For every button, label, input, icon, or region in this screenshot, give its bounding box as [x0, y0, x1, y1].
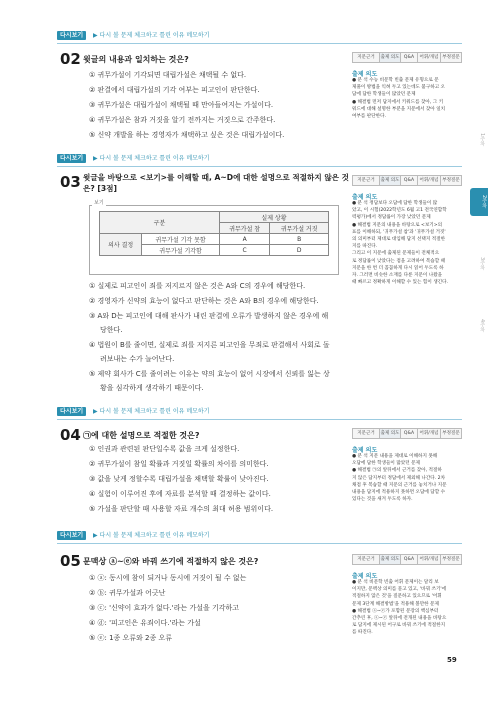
review-text: ▶ 다시 볼 문제 체크하고 틀린 이유 메모하기 — [93, 155, 210, 162]
side-line: 의 의미부터 제대로 대입해 답지 선택지 적절한 — [352, 237, 446, 243]
review-header — [57, 30, 462, 42]
choice-item[interactable]: ⑤ 제약 회사가 C를 줄이려는 이유는 약의 효능이 없어 시장에서 신뢰를 잃는 상 — [89, 370, 330, 378]
choice-item-cont: 려보내는 수가 늘어난다. — [100, 355, 175, 363]
side-line: ● 분 석 지문 내용을 제대로 이해하지 못해 — [352, 454, 438, 459]
table-row-group: 의사 결정 — [100, 234, 142, 256]
review-text: ▶ 다시 볼 문제 체크하고 틀린 이유 메모하기 — [93, 532, 210, 539]
choice-item[interactable]: ② ⓑ: 귀무가설과 어긋난 — [89, 589, 166, 597]
choice-item[interactable]: ⑤ 신약 개발을 하는 경영자가 채택하고 싶은 것은 대립가설이다. — [89, 131, 285, 139]
choice-item[interactable]: ③ 값을 낮게 정할수록 대립가설을 채택할 확률이 낮아진다. — [89, 475, 269, 483]
tab-qa[interactable]: Q&A — [400, 52, 418, 63]
side-line: 답에 답한 학생들이 많았던 문제 — [352, 92, 416, 98]
table-corner: 구분 — [100, 212, 220, 234]
divider — [57, 543, 462, 544]
choice-item[interactable]: ③ ⓒ: '신약이 효과가 없다.'라는 가설을 기각하고 — [89, 604, 240, 612]
side-line: 로 답지에 제시된 어구로 바꿔 쓰기에 적절한지 — [352, 623, 446, 629]
tab-intent[interactable]: 출제 의도 — [379, 554, 401, 565]
choice-item[interactable]: ① ⓐ: 동시에 참이 되거나 동시에 거짓이 될 수 없는 — [89, 574, 247, 582]
tab-vocab[interactable]: 어휘/개념 — [417, 175, 441, 186]
divider — [57, 166, 462, 167]
tab-evidence[interactable]: 지문근거 — [352, 52, 380, 63]
side-line: 채점 후 복습할 때 지문의 근거를 놓치거나 지문 — [352, 482, 447, 488]
side-line: ● 해결법 ⓐ~ⓔ가 포함된 문장의 핵심부터 — [352, 608, 439, 614]
tab-week-4[interactable]: 4주차 — [479, 319, 485, 333]
tab-evidence[interactable]: 지문근거 — [352, 428, 380, 439]
example-box-label: 보기 — [94, 200, 104, 206]
choice-item[interactable]: ④ 귀무가설은 참과 거짓을 알기 전까지는 거짓으로 간주한다. — [89, 116, 276, 124]
table-header-reality: 실제 상황 — [219, 212, 328, 223]
side-line: 이지만, 문맥상 의미를 묻고 있고, '바꿔 쓰기'에 — [352, 587, 447, 593]
choice-item[interactable]: ② 경영자가 신약의 효능이 없다고 판단하는 것은 A와 B의 경우에 해당한다. — [89, 297, 319, 305]
choice-item[interactable]: ⑤ ⓔ: 1종 오류와 2종 오류 — [89, 634, 173, 642]
side-line: 간추린 후, ⓐ~ⓔ 앞뒤에 전개된 내용을 바탕으 — [352, 616, 447, 622]
question-number: 03 — [60, 173, 81, 191]
review-tag: 다시보기 — [57, 154, 86, 163]
side-body — [352, 453, 460, 503]
side-line: 로 정답률이 낮았다는 점을 고려하여 복습할 때 — [352, 258, 446, 264]
choice-item[interactable]: ③ 귀무가설은 대립가설이 채택될 때 만아들여지는 가설이다. — [89, 101, 274, 109]
divider — [57, 43, 462, 44]
decision-table — [99, 211, 329, 256]
side-panel — [352, 428, 460, 528]
tab-intent[interactable]: 출제 의도 — [379, 428, 401, 439]
tab-negative[interactable]: 부정질문 — [440, 52, 462, 63]
review-tag: 다시보기 — [57, 531, 86, 540]
side-title: 출제 의도 — [352, 447, 378, 454]
side-body — [352, 77, 460, 120]
side-title: 출제 의도 — [352, 194, 378, 201]
review-text: ▶ 다시 볼 문제 체크하고 틀린 이유 메모하기 — [93, 408, 210, 415]
table-cell-d: D — [270, 245, 329, 256]
question-text: 문맥상 ⓐ~ⓔ와 바꿔 쓰기에 적절하지 않은 것은? — [83, 557, 259, 566]
side-line: 그리고 이 지문에 출제된 문제들이 전체적으 — [352, 251, 440, 257]
side-line: ● 해결법 먼저 답지에서 키워드를 찾아, 그 키 — [352, 99, 444, 105]
table-row-label: 귀무가설 기각 못함 — [142, 234, 220, 245]
side-title: 출제 의도 — [352, 573, 378, 580]
choice-item[interactable]: ④ ⓓ: '피고인은 유죄이다.'라는 가설 — [89, 619, 201, 627]
side-line: 오답에 답한 학생들이 많았던 문제 — [352, 461, 420, 467]
choice-item[interactable]: ④ 실험이 이루어진 후에 자료를 분석할 때 결정하는 값이다. — [89, 490, 271, 498]
side-line: 자. 그러면 비슷한 소재를 다룬 지문이 나왔을 — [352, 273, 443, 279]
question-text-cont: 은? [3점] — [83, 184, 117, 193]
tab-week-1[interactable]: 1주차 — [479, 133, 485, 147]
tab-intent[interactable]: 출제 의도 — [379, 52, 401, 63]
review-tag: 다시보기 — [57, 407, 86, 416]
choice-item[interactable]: ② 귀무가설이 참일 확률과 거짓일 확률의 차이를 의미한다. — [89, 460, 269, 468]
question-number: 05 — [60, 552, 81, 570]
choice-item-cont: 황을 심각하게 생각하기 때문이다. — [100, 384, 204, 392]
side-line: 내용을 답지에 적용하지 못하면 오답에 답할 수 — [352, 490, 446, 496]
tab-negative[interactable]: 부정질문 — [440, 554, 462, 565]
tab-evidence[interactable]: 지문근거 — [352, 554, 380, 565]
table-header-true: 귀무가설 참 — [219, 223, 269, 234]
side-line: ● 분 석 비문학 빈출 어휘 문제이는 달리 보 — [352, 580, 439, 585]
question-number: 04 — [60, 426, 81, 444]
side-panel — [352, 554, 460, 654]
tab-qa[interactable]: Q&A — [400, 554, 418, 565]
side-line: ● 해결법 ㉠의 앞뒤에서 근거를 찾아, 적절하 — [352, 468, 442, 474]
choice-item[interactable]: ④ 법원이 B를 줄이면, 실제로 죄를 저지른 피고인을 무죄로 판결해서 사회로 돌 — [89, 341, 330, 349]
tab-intent[interactable]: 출제 의도 — [379, 175, 401, 186]
side-tabs — [352, 554, 460, 564]
side-line: 았고, 이 시험(2022학년도 6월 고1 전국연합학 — [352, 208, 447, 214]
review-header — [57, 406, 462, 418]
side-line: 력평가)에서 정답률이 가장 낮았던 문제 — [352, 215, 431, 221]
side-line: 를 따진다. — [352, 630, 373, 636]
question-text: 윗글의 내용과 일치하는 것은? — [83, 55, 189, 64]
side-tabs — [352, 52, 460, 62]
side-line: 여부를 판단한다. — [352, 114, 386, 120]
review-tag: 다시보기 — [57, 31, 86, 40]
table-header-false: 귀무가설 거짓 — [270, 223, 329, 234]
choice-item[interactable]: ① 귀무가설이 기각되면 대립가설은 채택될 수 없다. — [89, 71, 247, 79]
side-line: 제풀이 방법을 익혀 두고 있는데도 불구하고 오 — [352, 85, 446, 91]
table-row-label: 귀무가설 기각함 — [142, 245, 220, 256]
choice-item[interactable]: ⑤ 가설을 판단할 때 사용할 자료 개수의 최대 허용 범위이다. — [89, 505, 274, 513]
side-line: 있다는 것을 새겨 두도록 하자. — [352, 497, 413, 503]
divider — [57, 419, 462, 420]
side-body — [352, 200, 460, 286]
side-panel — [352, 52, 460, 142]
side-line: 표를 이해하되, '귀무가설 참'과 '귀무가설 거짓' — [352, 229, 446, 235]
side-line: 적절하지 않은 것'을 질문하고 있으므로 '어휘 — [352, 594, 442, 600]
side-panel — [352, 175, 460, 345]
side-body — [352, 579, 460, 637]
tab-vocab[interactable]: 어휘/개념 — [417, 554, 441, 565]
choice-item[interactable]: ① 인권과 관련된 판단일수록 값을 크게 설정한다. — [89, 445, 240, 453]
review-text: ▶ 다시 볼 문제 체크하고 틀린 이유 메모하기 — [93, 32, 210, 39]
tab-week-3[interactable]: 3주차 — [479, 257, 485, 271]
tab-vocab[interactable]: 어휘/개념 — [417, 428, 441, 439]
side-line: ● 분 석 수능 비문학 빈출 문제 유형으로 문 — [352, 78, 439, 83]
choice-item[interactable]: ③ A와 D는 피고인에 대해 판사가 내린 판결에 오류가 발생하지 않은 경우에 해 — [89, 312, 329, 320]
tab-negative[interactable]: 부정질문 — [440, 428, 462, 439]
side-tabs — [352, 428, 460, 438]
side-line: 지를 따진다. — [352, 244, 378, 250]
table-cell-c: C — [219, 245, 269, 256]
table-cell-b: B — [270, 234, 329, 245]
choice-item-cont: 당한다. — [100, 326, 123, 334]
page-number: 59 — [447, 656, 457, 664]
question-text: 윗글을 바탕으로 <보기>를 이해할 때, A~D에 대한 설명으로 적절하지 않은 것 — [83, 173, 349, 182]
side-line: 워드에 대해 설명한 부분을 지문에서 찾아 일치 — [352, 106, 446, 112]
tab-evidence[interactable]: 지문근거 — [352, 175, 380, 186]
side-line: 때 빠르고 정확하게 이해할 수 있는 힘이 생긴다. — [352, 280, 448, 286]
question-number: 02 — [60, 50, 81, 68]
choice-item[interactable]: ② 판결에서 대립가설의 기각 여부는 피고인이 판단한다. — [89, 86, 260, 94]
choice-item[interactable]: ① 실제로 피고인이 죄를 저지르지 않은 것은 A와 C의 경우에 해당한다. — [89, 282, 306, 290]
tab-vocab[interactable]: 어휘/개념 — [417, 52, 441, 63]
side-line: ● 해결법 지문의 내용을 바탕으로 <보기>의 — [352, 222, 443, 228]
review-header — [57, 530, 462, 542]
table-cell-a: A — [219, 234, 269, 245]
tab-qa[interactable]: Q&A — [400, 175, 418, 186]
tab-week-2[interactable]: 2주차 — [470, 188, 488, 216]
side-title: 출제 의도 — [352, 71, 378, 78]
tab-negative[interactable]: 부정질문 — [440, 175, 462, 186]
side-line: ● 분 석 정답보다 오답에 답한 학생들이 많 — [352, 201, 438, 206]
question-text: ㉠에 대한 설명으로 적절한 것은? — [83, 431, 200, 440]
side-tabs — [352, 175, 460, 185]
side-line: 문제 3단계 해결방법'을 적용해 볼만한 문제 — [352, 601, 439, 607]
review-header — [57, 153, 462, 165]
side-line: 지 않은 답지부터 정답에서 제외해 나간다. 2차 — [352, 475, 446, 481]
tab-qa[interactable]: Q&A — [400, 428, 418, 439]
side-line: 지문을 한 번 더 꼼꼼하게 다시 읽어 두도록 하 — [352, 265, 444, 271]
